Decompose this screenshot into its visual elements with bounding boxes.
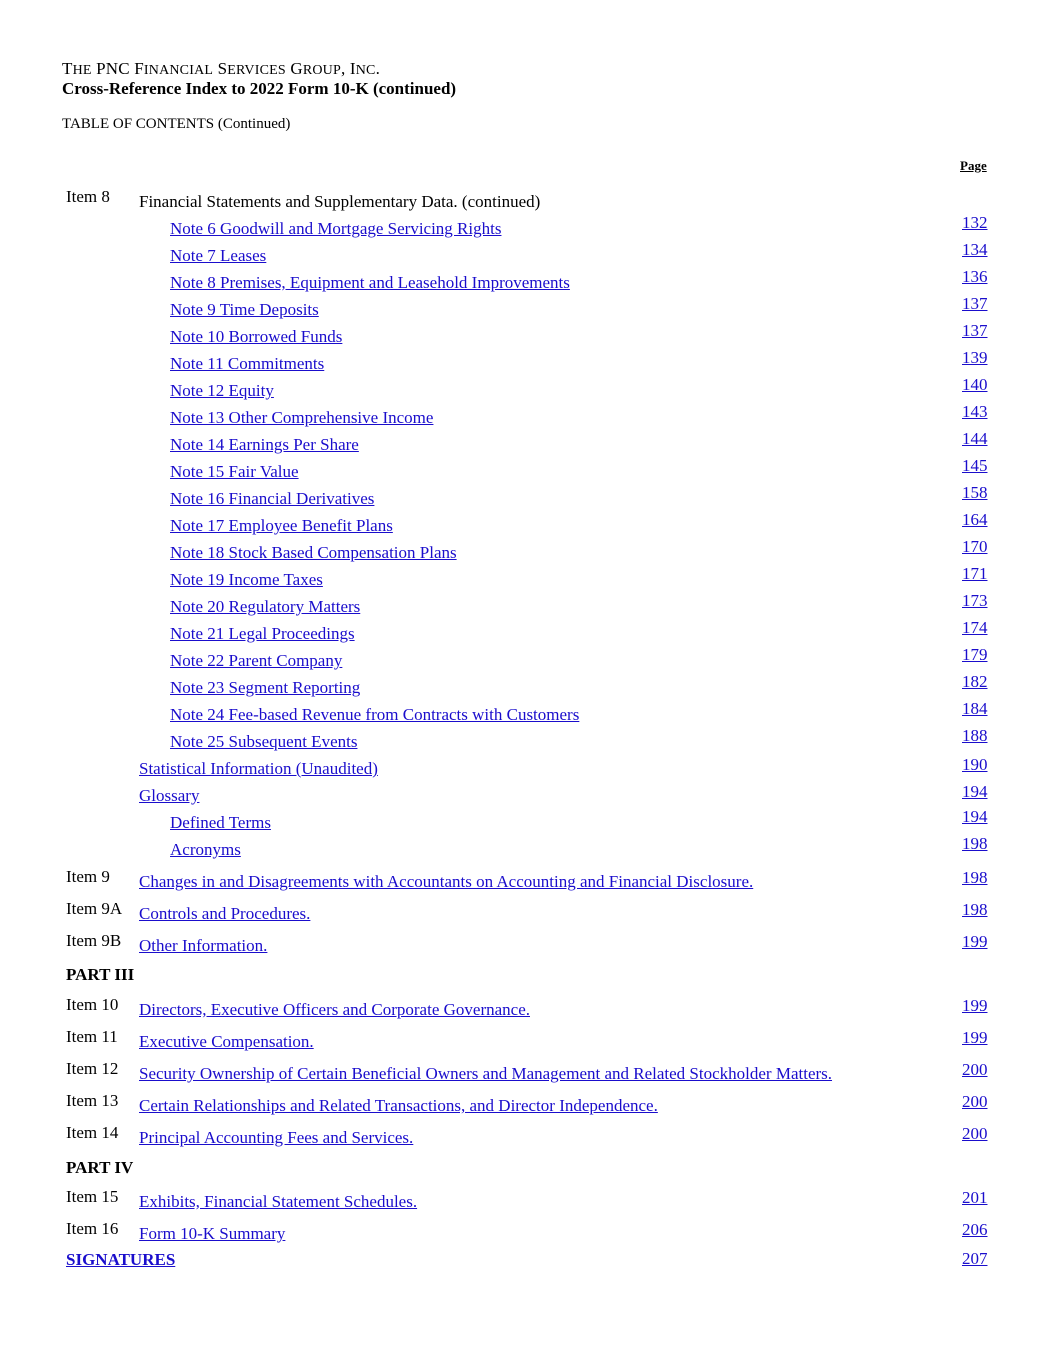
toc-row: [0, 1158, 1055, 1182]
toc-row: [0, 1123, 1055, 1152]
toc-entry-link[interactable]: Note 14 Earnings Per Share: [170, 435, 359, 454]
toc-entry-link[interactable]: Note 20 Regulatory Matters: [170, 597, 361, 616]
page-number-link[interactable]: 174: [962, 618, 988, 637]
toc-row: [0, 267, 1055, 297]
page-number-link[interactable]: 137: [962, 294, 988, 313]
toc-row: [0, 591, 1055, 621]
page-number-link[interactable]: 199: [962, 932, 988, 951]
toc-entry-link[interactable]: Note 25 Subsequent Events: [170, 732, 358, 751]
toc-entry-link[interactable]: Exhibits, Financial Statement Schedules.: [139, 1192, 418, 1211]
page-number-link[interactable]: 201: [962, 1188, 988, 1207]
item-number: Item 15: [66, 1187, 119, 1206]
page-number-link[interactable]: 136: [962, 267, 988, 286]
toc-row: [0, 456, 1055, 486]
page-number-link[interactable]: 171: [962, 564, 988, 583]
item-number: Item 10: [66, 995, 119, 1014]
toc-entry-link[interactable]: Note 7 Leases: [170, 246, 267, 265]
toc-label: TABLE OF CONTENTS (Continued): [62, 116, 291, 132]
company-name: THE PNC FINANCIAL SERVICES GROUP, INC.: [62, 59, 381, 78]
page-number-link[interactable]: 190: [962, 755, 988, 774]
toc-row: [0, 321, 1055, 351]
toc-row: [0, 1091, 1055, 1120]
toc-row: [0, 807, 1055, 837]
toc-entry-link[interactable]: Note 10 Borrowed Funds: [170, 327, 343, 346]
page-column-header: Page: [960, 158, 987, 173]
toc-row: [0, 1059, 1055, 1088]
toc-row: [0, 564, 1055, 594]
page-number-link[interactable]: 132: [962, 213, 988, 232]
page-number-link[interactable]: 198: [962, 834, 988, 853]
item-number: Item 8: [66, 187, 110, 206]
toc-row: [0, 375, 1055, 405]
toc-row: [0, 348, 1055, 378]
toc-entry-link[interactable]: SIGNATURES: [66, 1250, 176, 1269]
page-number-link[interactable]: 206: [962, 1220, 988, 1239]
toc-entry-link[interactable]: Note 11 Commitments: [170, 354, 325, 373]
part-heading: PART IV: [66, 1158, 134, 1177]
page-number-link[interactable]: 194: [962, 807, 988, 826]
item-number: Item 12: [66, 1059, 119, 1078]
toc-row: [0, 429, 1055, 459]
page-number-link[interactable]: 200: [962, 1124, 988, 1143]
page-number-link[interactable]: 145: [962, 456, 988, 475]
toc-entry-link[interactable]: Note 18 Stock Based Compensation Plans: [170, 543, 457, 562]
toc-entry-link[interactable]: Changes in and Disagreements with Accountants on Accounting and Financial Disclosure.: [139, 872, 754, 891]
page-number-link[interactable]: 140: [962, 375, 988, 394]
toc-entry-link[interactable]: Note 19 Income Taxes: [170, 570, 323, 589]
toc-entry-link[interactable]: Note 23 Segment Reporting: [170, 678, 361, 697]
toc-row: [0, 931, 1055, 960]
page-number-link[interactable]: 144: [962, 429, 988, 448]
item-number: Item 9: [66, 867, 110, 886]
toc-entry-link[interactable]: Note 13 Other Comprehensive Income: [170, 408, 434, 427]
page-number-link[interactable]: 139: [962, 348, 988, 367]
toc-row: [0, 402, 1055, 432]
item-number: Item 14: [66, 1123, 119, 1142]
toc-entry-link[interactable]: Note 6 Goodwill and Mortgage Servicing Rights: [170, 219, 502, 238]
toc-entry-link[interactable]: Note 24 Fee-based Revenue from Contracts with Customers: [170, 705, 580, 724]
page-number-link[interactable]: 134: [962, 240, 988, 259]
toc-row: [0, 755, 1055, 783]
toc-row: [0, 240, 1055, 270]
page-number-link[interactable]: 198: [962, 868, 988, 887]
toc-entry-link[interactable]: Directors, Executive Officers and Corporate Governance.: [139, 1000, 530, 1019]
toc-entry-link[interactable]: Glossary: [139, 786, 200, 805]
part-heading: PART III: [66, 965, 135, 984]
toc-entry-link[interactable]: Note 9 Time Deposits: [170, 300, 319, 319]
toc-row: [0, 187, 1055, 216]
toc-row: [0, 1249, 1055, 1277]
toc-row: [0, 213, 1055, 243]
toc-row: [0, 899, 1055, 928]
toc-entry-link[interactable]: Note 8 Premises, Equipment and Leasehold Improvements: [170, 273, 570, 292]
page-number-link[interactable]: 200: [962, 1060, 988, 1079]
page-number-link[interactable]: 207: [962, 1249, 988, 1268]
page-number-link[interactable]: 194: [962, 782, 988, 801]
toc-entry-link[interactable]: Other Information.: [139, 936, 268, 955]
toc-entry-link[interactable]: Controls and Procedures.: [139, 904, 311, 923]
toc-row: [0, 1219, 1055, 1248]
toc-row: [0, 537, 1055, 567]
toc-row: [0, 672, 1055, 702]
toc-row: [0, 294, 1055, 324]
toc-row: [0, 834, 1055, 864]
toc-entry-text: Financial Statements and Supplementary Data. (continued): [139, 192, 541, 211]
page-number-link[interactable]: 198: [962, 900, 988, 919]
page-number-link[interactable]: 182: [962, 672, 988, 691]
toc-row: [0, 483, 1055, 513]
page-number-link[interactable]: 137: [962, 321, 988, 340]
toc-entry-link[interactable]: Statistical Information (Unaudited): [139, 759, 378, 778]
item-number: Item 9A: [66, 899, 123, 918]
toc-entry-link[interactable]: Note 16 Financial Derivatives: [170, 489, 375, 508]
toc-row: [0, 1187, 1055, 1216]
toc-row: [0, 1027, 1055, 1056]
page-number-link[interactable]: 164: [962, 510, 988, 529]
page-number-link[interactable]: 158: [962, 483, 988, 502]
document-title: Cross-Reference Index to 2022 Form 10-K (continued): [62, 79, 457, 98]
toc-row: [0, 965, 1055, 989]
toc-entry-link[interactable]: Acronyms: [170, 840, 241, 859]
toc-row: [0, 726, 1055, 756]
page-number-link[interactable]: 200: [962, 1092, 988, 1111]
page-number-link[interactable]: 188: [962, 726, 988, 745]
toc-entry-link[interactable]: Note 12 Equity: [170, 381, 274, 400]
toc-entry-link[interactable]: Note 21 Legal Proceedings: [170, 624, 355, 643]
toc-entry-link[interactable]: Note 22 Parent Company: [170, 651, 343, 670]
toc-row: [0, 995, 1055, 1024]
toc-entry-link[interactable]: Note 17 Employee Benefit Plans: [170, 516, 393, 535]
toc-entry-link[interactable]: Certain Relationships and Related Transactions, and Director Independence.: [139, 1096, 658, 1115]
page-number-link[interactable]: 179: [962, 645, 988, 664]
item-number: Item 11: [66, 1027, 118, 1046]
toc-entry-link[interactable]: Security Ownership of Certain Beneficial Owners and Management and Related Stockholder Matters.: [139, 1064, 833, 1083]
page-number-link[interactable]: 143: [962, 402, 988, 421]
toc-entry-link[interactable]: Executive Compensation.: [139, 1032, 314, 1051]
toc-row: [0, 699, 1055, 729]
toc-entry-link[interactable]: Note 15 Fair Value: [170, 462, 299, 481]
toc-entry-link[interactable]: Defined Terms: [170, 813, 271, 832]
page-number-link[interactable]: 184: [962, 699, 988, 718]
toc-entry-link[interactable]: Principal Accounting Fees and Services.: [139, 1128, 414, 1147]
toc-row: [0, 645, 1055, 675]
item-number: Item 16: [66, 1219, 119, 1238]
toc-row: [0, 618, 1055, 648]
toc-entry-link[interactable]: Form 10-K Summary: [139, 1224, 286, 1243]
toc-row: [0, 510, 1055, 540]
page-number-link[interactable]: 170: [962, 537, 988, 556]
toc-row: [0, 782, 1055, 810]
toc-row: [0, 867, 1055, 896]
page-number-link[interactable]: 173: [962, 591, 988, 610]
item-number: Item 13: [66, 1091, 119, 1110]
item-number: Item 9B: [66, 931, 122, 950]
page-number-link[interactable]: 199: [962, 996, 988, 1015]
page-number-link[interactable]: 199: [962, 1028, 988, 1047]
